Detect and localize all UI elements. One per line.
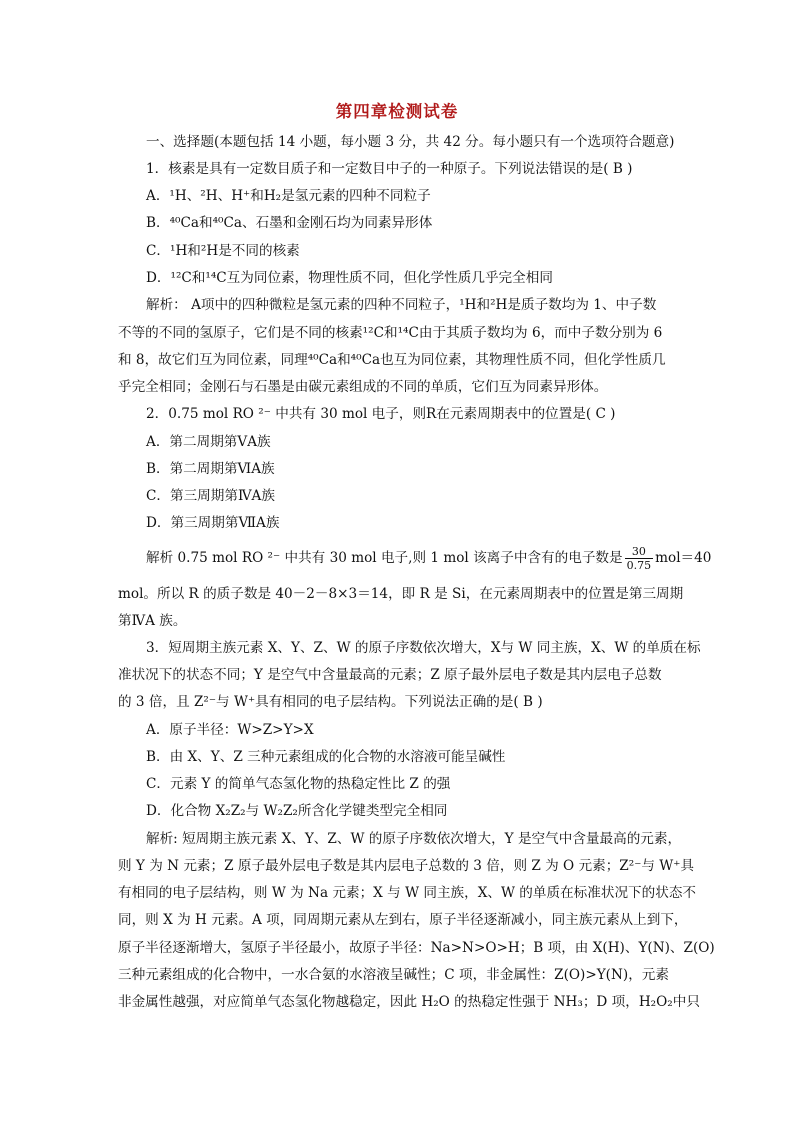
q1-analysis-line: 不等的不同的氢原子，它们是不同的核素¹²C和¹⁴C由于其质子数均为 6，而中子数分别为 6 <box>118 325 663 341</box>
q1-stem: 1．核素是具有一定数目质子和一定数目中子的一种原子。下列说法错误的是( B ) <box>146 161 633 177</box>
q3-option-d: D．化合物 X₂Z₂与 W₂Z₂所含化学键类型完全相同 <box>146 803 448 819</box>
q3-stem-line: 的 3 倍，且 Z²⁻与 W⁺具有相同的电子层结构。下列说法正确的是( B ) <box>118 694 543 710</box>
q2-analysis-text: mol＝40 <box>655 550 712 566</box>
q1-option-d: D．¹²C和¹⁴C互为同位素，物理性质不同，但化学性质几乎完全相同 <box>146 270 553 286</box>
q2-option-a: A．第二周期第ⅤA族 <box>146 434 271 450</box>
section-heading: 一、选择题(本题包括 14 小题，每小题 3 分，共 42 分。每小题只有一个选项符合题意) <box>146 134 675 150</box>
q3-option-a: A．原子半径：W>Z>Y>X <box>146 722 314 738</box>
q3-analysis-line: 三种元素组成的化合物中，一水合氨的水溶液呈碱性；C 项，非金属性：Z(O)>Y(N)，元素 <box>118 967 669 983</box>
fraction-denominator: 0.75 <box>626 559 652 572</box>
q2-option-d: D．第三周期第ⅦA族 <box>146 515 280 531</box>
q2-stem: 2．0.75 mol RO ²⁻ 中共有 30 mol 电子，则R在元素周期表中的位置是( C ) <box>146 406 616 422</box>
q3-stem-line: 准状况下的状态不同；Y 是空气中含量最高的元素；Z 原子最外层电子数是其内层电子总数 <box>118 667 662 683</box>
q3-analysis-line: 则 Y 为 N 元素；Z 原子最外层电子数是其内层电子总数的 3 倍，则 Z 为 O 元素；Z²⁻与 W⁺具 <box>118 858 695 874</box>
q1-option-c: C．¹H和²H是不同的核素 <box>146 243 300 259</box>
q3-analysis-line: 非金属性越强，对应简单气态氢化物越稳定，因此 H₂O 的热稳定性强于 NH₃；D 项，H₂O₂中只 <box>118 994 700 1010</box>
page-title: 第四章检测试卷 <box>335 102 459 121</box>
q1-option-a: A．¹H、²H、H⁺和H₂是氢元素的四种不同粒子 <box>146 188 431 204</box>
q3-stem-line: 3．短周期主族元素 X、Y、Z、W 的原子序数依次增大，X与 W 同主族，X、W 的单质在标 <box>146 640 701 656</box>
q2-option-b: B．第二周期第ⅥA族 <box>146 461 275 477</box>
q3-analysis-line: 解析: 短周期主族元素 X、Y、Z、W 的原子序数依次增大，Y 是空气中含量最高的元素， <box>146 831 682 847</box>
q2-option-c: C．第三周期第ⅣA族 <box>146 488 275 504</box>
q1-analysis-line: 乎完全相同；金刚石与石墨是由碳元素组成的不同的单质，它们互为同素异形体。 <box>118 379 608 395</box>
q3-analysis-line: 同，则 X 为 H 元素。A 项，同周期元素从左到右，原子半径逐渐减小，同主族元素从上到下， <box>118 912 688 928</box>
q2-analysis-line: 第ⅣA 族。 <box>118 613 187 629</box>
q1-analysis-line: 解析： A项中的四种微粒是氢元素的四种不同粒子，¹H和²H是质子数均为 1、中子数 <box>146 297 657 313</box>
q2-analysis-line <box>146 545 711 572</box>
q3-analysis-line: 有相同的电子层结构，则 W 为 Na 元素；X 与 W 同主族，X、W 的单质在标准状况下的状态不 <box>118 885 697 901</box>
q3-option-b: B．由 X、Y、Z 三种元素组成的化合物的水溶液可能呈碱性 <box>146 749 506 765</box>
q1-analysis-line: 和 8，故它们互为同位素，同理⁴⁰Ca和⁴⁰Ca也互为同位素，其物理性质不同，但化学性质几 <box>118 352 666 368</box>
q3-option-c: C．元素 Y 的简单气态氢化物的热稳定性比 Z 的强 <box>146 776 451 792</box>
q2-analysis-text: 解析 0.75 mol RO ²⁻ 中共有 30 mol 电子,则 1 mol 该离子中含有的电子数是 <box>146 550 623 566</box>
q2-analysis-line: mol。所以 R 的质子数是 40－2－8×3＝14，即 R 是 Si，在元素周期表中的位置是第三周期 <box>118 586 684 602</box>
q3-analysis-line: 原子半径逐渐增大，氢原子半径最小，故原子半径：Na>N>O>H；B 项，由 X(H)、Y(N)、Z(O) <box>118 940 715 956</box>
fraction <box>625 545 654 572</box>
fraction-numerator: 30 <box>625 545 654 559</box>
q1-option-b: B．⁴⁰Ca和⁴⁰Ca、石墨和金刚石均为同素异形体 <box>146 215 433 231</box>
